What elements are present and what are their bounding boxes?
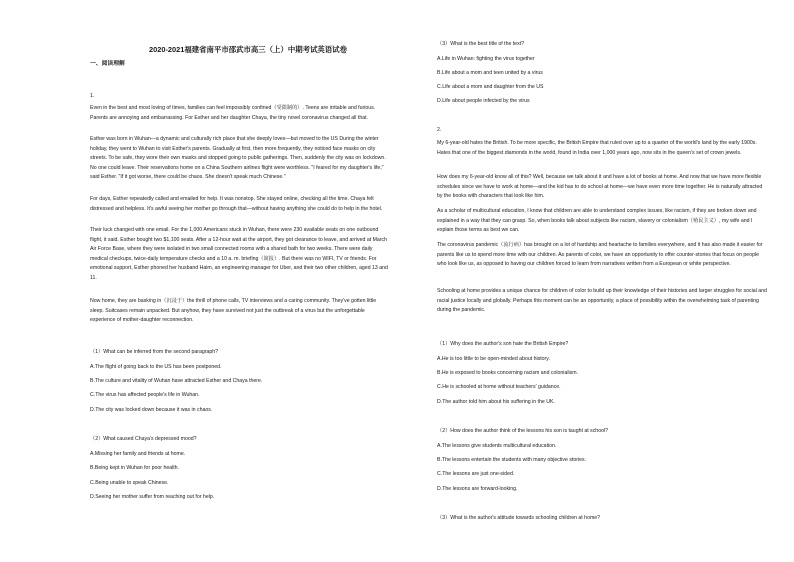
question-stem: （3）What is the best title of the text? — [437, 41, 525, 47]
section-heading: 一、阅读理解 — [90, 61, 125, 67]
passage-paragraph: How does my 6-year-old know all of this? Well, because we talk about it and have a lot of books at home. And now that we have more flexible schedules since we have to work at home—and the kid has to do school at home—we have even more time together. He is naturally attracted by the books with characters that look like him. — [437, 174, 763, 199]
answer-option[interactable]: C.Life about a mom and daughter from the US — [437, 84, 544, 90]
passage-paragraph: Even in the best and most loving of times, families can feel impossibly confined（受限制的）. Teens are irritable and furious. Parents are annoying and embarrassing. For Esther and her daughter Chaya, the tiny novel coronavirus changed all that. — [90, 105, 376, 121]
answer-option[interactable]: B.Life about a mom and teen united by a virus — [437, 70, 543, 76]
answer-option[interactable]: C.The lessons are just one-sided. — [437, 471, 515, 477]
answer-option[interactable]: D.Seeing her mother suffer from reaching out for help. — [90, 494, 215, 500]
answer-option[interactable]: D.The lessons are forward-looking. — [437, 486, 518, 492]
answer-option[interactable]: A.Life in Wuhan: fighting the virus together — [437, 56, 535, 62]
answer-option[interactable]: C.He is schooled at home without teachers' guidance. — [437, 384, 561, 390]
question-stem: （3）What is the author's attitude towards schooling children at home? — [437, 515, 601, 521]
passage-paragraph: Their luck changed with one email. For the 1,000 Americans stuck in Wuhan, there were 230 available seats on one outbound flight, it said. Esther bought two $1,100 seats. After a 12-hour wait at the airport, they got clearance to leave, and arrived at March Air Force Base, where they were isolated in two small connected rooms with a shared bath for two weeks. There were daily medical checkups, twice-daily temperature checks and a 10 a. m. briefing（简报）. But there was no WIFI, TV or friends. For emotional support, Esther phoned her husband Haim, an engineering manager for Uber, and their two other children, aged 13 and 11. — [90, 227, 388, 281]
answer-option[interactable]: B.He is exposed to books concerning racism and colonialism. — [437, 370, 578, 376]
passage-paragraph: For days, Esther repeatedly called and emailed for help. It was nonstop. She stayed online, checking all the time. Chaya felt distressed and helpless. It's awful seeing her mother go through that—without having anything she could do to help in the hotel. — [90, 196, 383, 212]
question-stem: （1）What can be inferred from the second paragraph? — [90, 349, 219, 355]
answer-option[interactable]: A.Missing her family and friends at home. — [90, 451, 186, 457]
question-stem: （2）How does the author think of the lessons his son is taught at school? — [437, 428, 608, 434]
passage-paragraph: The coronavirus pandemic（流行病）has brought on a lot of hardship and heartache to families everywhere, and it has also made it easier for parents like us to spend more time with our children. As parents of color, we have an opportunity to offer counter-stories that focus on people who look like us, as opposed to having our children forced to learn from narratives written from a European or white perspective. — [437, 242, 763, 267]
question-stem: （2）What caused Chaya's depressed mood? — [90, 436, 197, 442]
passage-paragraph: Now home, they are basking in（沉浸于）the thrill of phone calls, TV interviews and a caring community. They've gotten little sleep. Suitcases remain unpacked. But anyhow, they have survived not just the outbreak of a virus but the unforgettable experience of mother-daughter reconnection. — [90, 298, 377, 323]
answer-option[interactable]: A.He is too little to be open-minded about history. — [437, 356, 550, 362]
passage-number: 2. — [437, 127, 442, 133]
answer-option[interactable]: B.The lessons entertain the students with many objective stories. — [437, 457, 587, 463]
question-stem: （1）Why does the author's son hate the British Empire? — [437, 341, 569, 347]
passage-paragraph: Esther was born in Wuhan—a dynamic and culturally rich place that she deeply loves—but moved to the US During the winter holiday, they went to Wuhan to visit Esther's parents. Gradually at first, then more frequently, they noticed face masks on city streets. To be safe, they wore their own masks and stopped going to public gatherings. Then, suddenly the city was on lockdown. No one could leave. Their reservations home on a China Southern airlines flight were worthless. "I feared for my daughter's life," said Esther. "If it got worse, there could be chaos. She doesn't speak much Chinese." — [90, 136, 386, 180]
passage-paragraph: Schooling at home provides a unique chance for children of color to build up their knowledge of their histories and larger struggles for social and racial justice locally and globally. Perhaps this moment can be an opportunity, a place of possibility within the overwhelming task of parenting during the pandemic. — [437, 288, 767, 313]
passage-paragraph: As a scholar of multicultural education, I know that children are able to understand complex issues, like racism, if they are broken down and explained in a way that they can grasp. So, when books talk about subjects like racism, slavery or colonialism（殖民主义）, my wife and I explain those terms as best we can. — [437, 208, 757, 233]
answer-option[interactable]: D.The author told him about his suffering in the UK. — [437, 399, 555, 405]
answer-option[interactable]: A.The lessons give students multicultural education. — [437, 443, 557, 449]
page-title: 2020-2021福建省南平市邵武市高三（上）中期考试英语试卷 — [149, 45, 347, 54]
answer-option[interactable]: A.The flight of going back to the US has been postponed. — [90, 364, 222, 370]
answer-option[interactable]: C.The virus has affected people's life in Wuhan. — [90, 392, 200, 398]
answer-option[interactable]: B.Being kept in Wuhan for poor health. — [90, 465, 180, 471]
answer-option[interactable]: D.Life about people infected by the virus — [437, 98, 530, 104]
answer-option[interactable]: D.The city was locked down because it was in chaos. — [90, 407, 213, 413]
passage-paragraph: My 6-year-old hates the British. To be more specific, the British Empire that ruled over up to a quarter of the world's land by the early 1900s. Hates that one of the biggest diamonds in the world, found in India over 1,000 years ago, now sits in the queen's set of crown jewels. — [437, 140, 757, 156]
answer-option[interactable]: B.The culture and vitality of Wuhan have attracted Esther and Chaya there. — [90, 378, 263, 384]
passage-number: 1. — [90, 93, 95, 99]
answer-option[interactable]: C.Being unable to speak Chinese. — [90, 480, 169, 486]
